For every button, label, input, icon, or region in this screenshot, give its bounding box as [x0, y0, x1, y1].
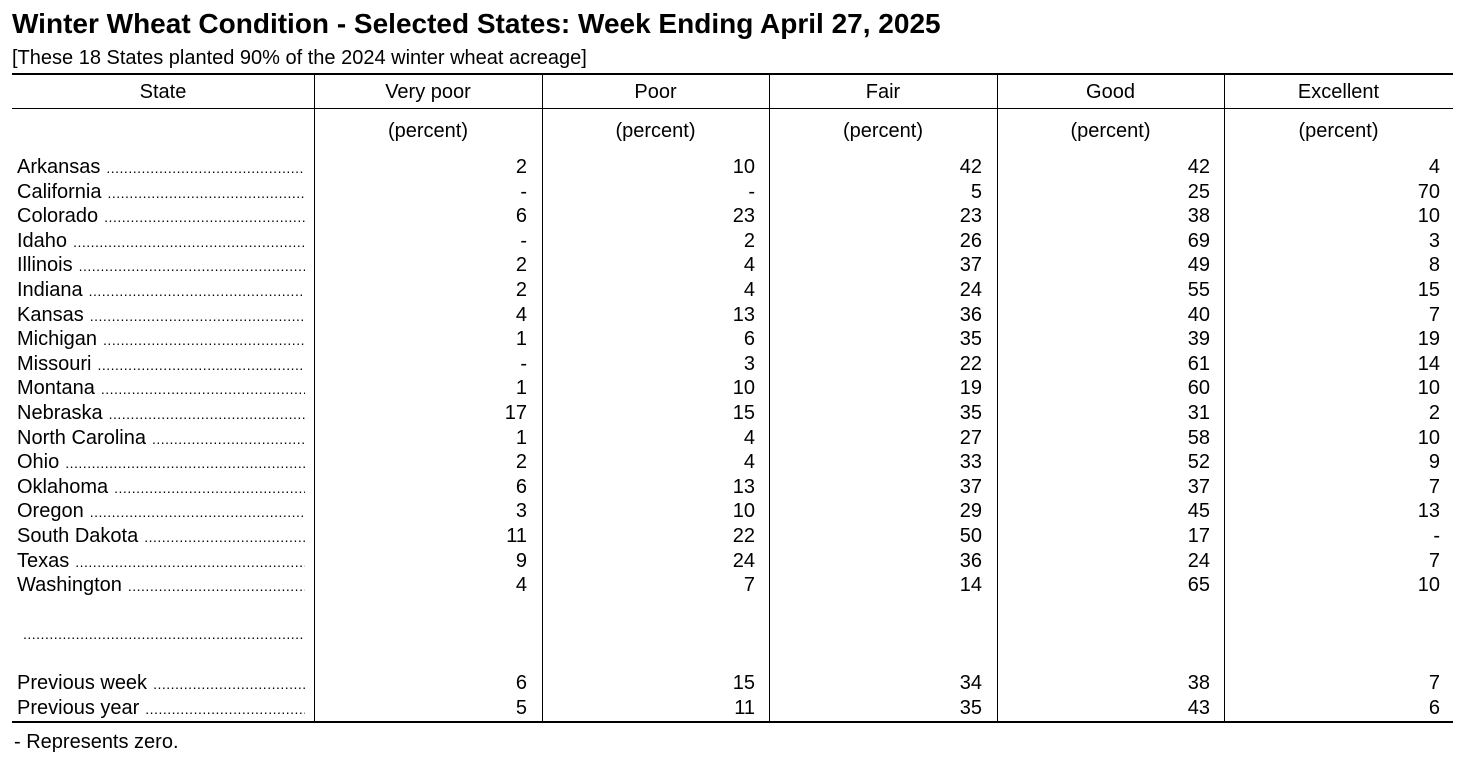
row-label — [17, 328, 305, 352]
row-label — [17, 156, 305, 180]
row-label — [17, 574, 305, 598]
table-row — [12, 377, 1453, 401]
cell-value: 4 — [743, 451, 755, 473]
cell-value: 55 — [1187, 279, 1210, 301]
dot-leader — [90, 304, 305, 328]
cell-value: 2 — [515, 451, 527, 473]
cell-value: 19 — [959, 377, 982, 399]
cell-value: 42 — [1187, 156, 1210, 178]
cell-value: 3 — [515, 500, 527, 522]
row-label — [17, 254, 305, 278]
cell-value: 7 — [1428, 476, 1440, 498]
cell-value: 15 — [732, 672, 755, 694]
table-row — [12, 525, 1453, 549]
cell-value: 4 — [743, 427, 755, 449]
table-row — [12, 230, 1453, 254]
state-name: California — [17, 181, 102, 203]
cell-value: 43 — [1187, 697, 1210, 719]
table-row — [12, 574, 1453, 598]
state-name: Oklahoma — [17, 476, 109, 498]
cell-value: 22 — [732, 525, 755, 547]
cell-value: 19 — [1417, 328, 1440, 350]
cell-value: 11 — [734, 697, 755, 719]
dot-leader — [73, 230, 305, 254]
cell-value: 4 — [743, 254, 755, 276]
unit-label: (percent) — [842, 120, 924, 142]
cell-value: - — [520, 230, 527, 252]
state-name: Texas — [17, 550, 70, 572]
cell-value: 10 — [1417, 574, 1440, 596]
dot-leader — [109, 402, 305, 426]
unit-label: (percent) — [615, 120, 696, 142]
cell-value: 17 — [504, 402, 527, 424]
dot-leader — [23, 622, 305, 646]
cell-value: 10 — [732, 156, 755, 178]
cell-value: 23 — [959, 205, 982, 227]
cell-value: 10 — [732, 377, 755, 399]
cell-value: 13 — [732, 304, 755, 326]
dot-leader — [79, 254, 305, 278]
unit-label: (percent) — [387, 120, 469, 142]
cell-value: 14 — [959, 574, 982, 596]
cell-value: 1 — [515, 328, 527, 350]
cell-value: 65 — [1187, 574, 1210, 596]
cell-value: - — [520, 353, 527, 375]
state-name: Illinois — [17, 254, 73, 276]
dot-leader — [97, 353, 305, 377]
cell-value: 6 — [515, 205, 527, 227]
cell-value: 5 — [515, 697, 527, 719]
cell-value: 52 — [1187, 451, 1210, 473]
cell-value: 70 — [1417, 181, 1440, 203]
cell-value: - — [748, 181, 755, 203]
dot-leader — [128, 574, 305, 598]
cell-value: 58 — [1187, 427, 1210, 449]
dot-leader — [90, 500, 305, 524]
row-label — [17, 353, 305, 377]
cell-value: 10 — [1417, 427, 1440, 449]
cell-value: 2 — [515, 279, 527, 301]
cell-value: 7 — [743, 574, 755, 596]
cell-value: 38 — [1187, 672, 1210, 694]
cell-value: 49 — [1187, 254, 1210, 276]
dot-leader — [65, 451, 305, 475]
cell-value: 10 — [1417, 205, 1440, 227]
state-name: Previous week — [17, 672, 148, 694]
cell-value: 7 — [1428, 304, 1440, 326]
cell-value: 2 — [743, 230, 755, 252]
state-name: Washington — [17, 574, 122, 596]
total-row — [12, 622, 1453, 646]
cell-value: 1 — [515, 427, 527, 449]
header-rule — [12, 108, 1453, 109]
column-header-excellent: Excellent — [1297, 81, 1380, 103]
cell-value: 11 — [506, 525, 527, 547]
cell-value: 4 — [1428, 156, 1440, 178]
cell-value: 15 — [732, 402, 755, 424]
cell-value: 36 — [959, 304, 982, 326]
cell-value: 15 — [1417, 279, 1440, 301]
row-label — [17, 451, 305, 475]
cell-value: 9 — [515, 550, 527, 572]
footnote: - Represents zero. — [14, 731, 179, 753]
cell-value: 17 — [1187, 525, 1210, 547]
cell-value: 29 — [959, 500, 982, 522]
cell-value: 4 — [515, 304, 527, 326]
state-name: South Dakota — [17, 525, 139, 547]
cell-value: 45 — [1187, 500, 1210, 522]
cell-value: 9 — [1428, 451, 1440, 473]
row-label — [17, 697, 305, 721]
cell-value: 40 — [1187, 304, 1210, 326]
row-label — [17, 476, 305, 500]
dot-leader — [106, 156, 305, 180]
cell-value: 5 — [970, 181, 982, 203]
cell-value: 37 — [959, 254, 982, 276]
dot-leader — [104, 205, 305, 229]
cell-value: - — [520, 181, 527, 203]
state-name: Colorado — [17, 205, 99, 227]
row-label — [17, 304, 305, 328]
state-name: Ohio — [17, 451, 60, 473]
unit-label: (percent) — [1070, 120, 1151, 142]
row-label — [17, 230, 305, 254]
cell-value: 69 — [1187, 230, 1210, 252]
dot-leader — [89, 279, 305, 303]
row-label — [17, 427, 305, 451]
table-row — [12, 156, 1453, 180]
table-row — [12, 427, 1453, 451]
table-row — [12, 279, 1453, 303]
cell-value: 37 — [959, 476, 982, 498]
cell-value: 50 — [959, 525, 982, 547]
table-row — [12, 476, 1453, 500]
cell-value: 39 — [1187, 328, 1210, 350]
cell-value: 38 — [1187, 205, 1210, 227]
row-label — [17, 622, 305, 646]
row-label — [17, 205, 305, 229]
table-row — [12, 328, 1453, 352]
table-row — [12, 451, 1453, 475]
cell-value: 36 — [959, 550, 982, 572]
cell-value: 35 — [959, 697, 982, 719]
cell-value: 8 — [1428, 254, 1440, 276]
cell-value: 4 — [515, 574, 527, 596]
row-label — [17, 550, 305, 574]
cell-value: 26 — [959, 230, 982, 252]
cell-value: 3 — [1428, 230, 1440, 252]
cell-value: 13 — [732, 476, 755, 498]
state-name: Nebraska — [17, 402, 103, 424]
cell-value: 14 — [1417, 353, 1440, 375]
state-name: North Carolina — [17, 427, 146, 449]
cell-value: 7 — [1428, 672, 1440, 694]
state-name: Michigan — [17, 328, 98, 350]
row-label — [17, 279, 305, 303]
dot-leader — [75, 550, 305, 574]
table-row — [12, 181, 1453, 205]
state-name: Montana — [17, 377, 95, 399]
cell-value: 1 — [515, 377, 527, 399]
comparison-row — [12, 697, 1453, 721]
table-row — [12, 550, 1453, 574]
cell-value: 25 — [1187, 181, 1210, 203]
table-row — [12, 254, 1453, 278]
row-label — [17, 500, 305, 524]
unit-label: (percent) — [1298, 120, 1379, 142]
page-title: Winter Wheat Condition - Selected States: Week Ending April 27, 2025 — [12, 8, 941, 39]
dot-leader — [144, 525, 305, 549]
row-label — [17, 525, 305, 549]
comparison-row — [12, 672, 1453, 696]
cell-value: 27 — [959, 427, 982, 449]
cell-value: 37 — [1187, 476, 1210, 498]
table-row — [12, 304, 1453, 328]
cell-value: 4 — [743, 279, 755, 301]
cell-value: - — [1433, 525, 1440, 547]
column-header-good: Good — [1086, 81, 1135, 103]
cell-value: 24 — [732, 550, 755, 572]
cell-value: 6 — [743, 328, 755, 350]
cell-value: 24 — [1187, 550, 1210, 572]
cell-value: 10 — [1417, 377, 1440, 399]
row-label — [17, 377, 305, 401]
cell-value: 35 — [959, 328, 982, 350]
cell-value: 22 — [959, 353, 982, 375]
row-label — [17, 181, 305, 205]
cell-value: 34 — [959, 672, 982, 694]
state-name: Oregon — [17, 500, 84, 522]
dot-leader — [153, 672, 305, 696]
dot-leader — [145, 697, 305, 721]
row-label — [17, 402, 305, 426]
cell-value: 33 — [959, 451, 982, 473]
dot-leader — [114, 476, 305, 500]
cell-value: 24 — [959, 279, 982, 301]
table-row — [12, 500, 1453, 524]
row-label — [17, 672, 305, 696]
table-row — [12, 353, 1453, 377]
state-name: Arkansas — [17, 156, 101, 178]
state-name: Indiana — [17, 279, 83, 301]
cell-value: 2 — [1428, 402, 1440, 424]
dot-leader — [103, 328, 305, 352]
cell-value: 10 — [732, 500, 755, 522]
column-header-poor: Poor — [634, 81, 677, 103]
dot-leader — [152, 427, 305, 451]
state-name: Kansas — [17, 304, 84, 326]
table-row — [12, 205, 1453, 229]
dot-leader — [107, 181, 305, 205]
cell-value: 61 — [1187, 353, 1210, 375]
cell-value: 6 — [515, 476, 527, 498]
cell-value: 2 — [515, 254, 527, 276]
cell-value: 2 — [515, 156, 527, 178]
cell-value: 6 — [515, 672, 527, 694]
cell-value: 7 — [1428, 550, 1440, 572]
cell-value: 3 — [743, 353, 755, 375]
cell-value: 31 — [1187, 402, 1210, 424]
cell-value: 13 — [1417, 500, 1440, 522]
cell-value: 42 — [959, 156, 982, 178]
table-row — [12, 402, 1453, 426]
column-header-very-poor: Very poor — [385, 81, 471, 103]
cell-value: 60 — [1187, 377, 1210, 399]
state-name: Idaho — [17, 230, 68, 252]
dot-leader — [101, 377, 305, 401]
column-header-state: State — [139, 81, 187, 103]
cell-value: 35 — [959, 402, 982, 424]
state-name: Previous year — [17, 697, 140, 719]
cell-value: 23 — [732, 205, 755, 227]
page-subtitle: [These 18 States planted 90% of the 2024 winter wheat acreage] — [12, 47, 587, 69]
column-header-fair: Fair — [865, 81, 901, 103]
cell-value: 6 — [1428, 697, 1440, 719]
state-name: Missouri — [17, 353, 92, 375]
condition-table — [12, 73, 1453, 723]
